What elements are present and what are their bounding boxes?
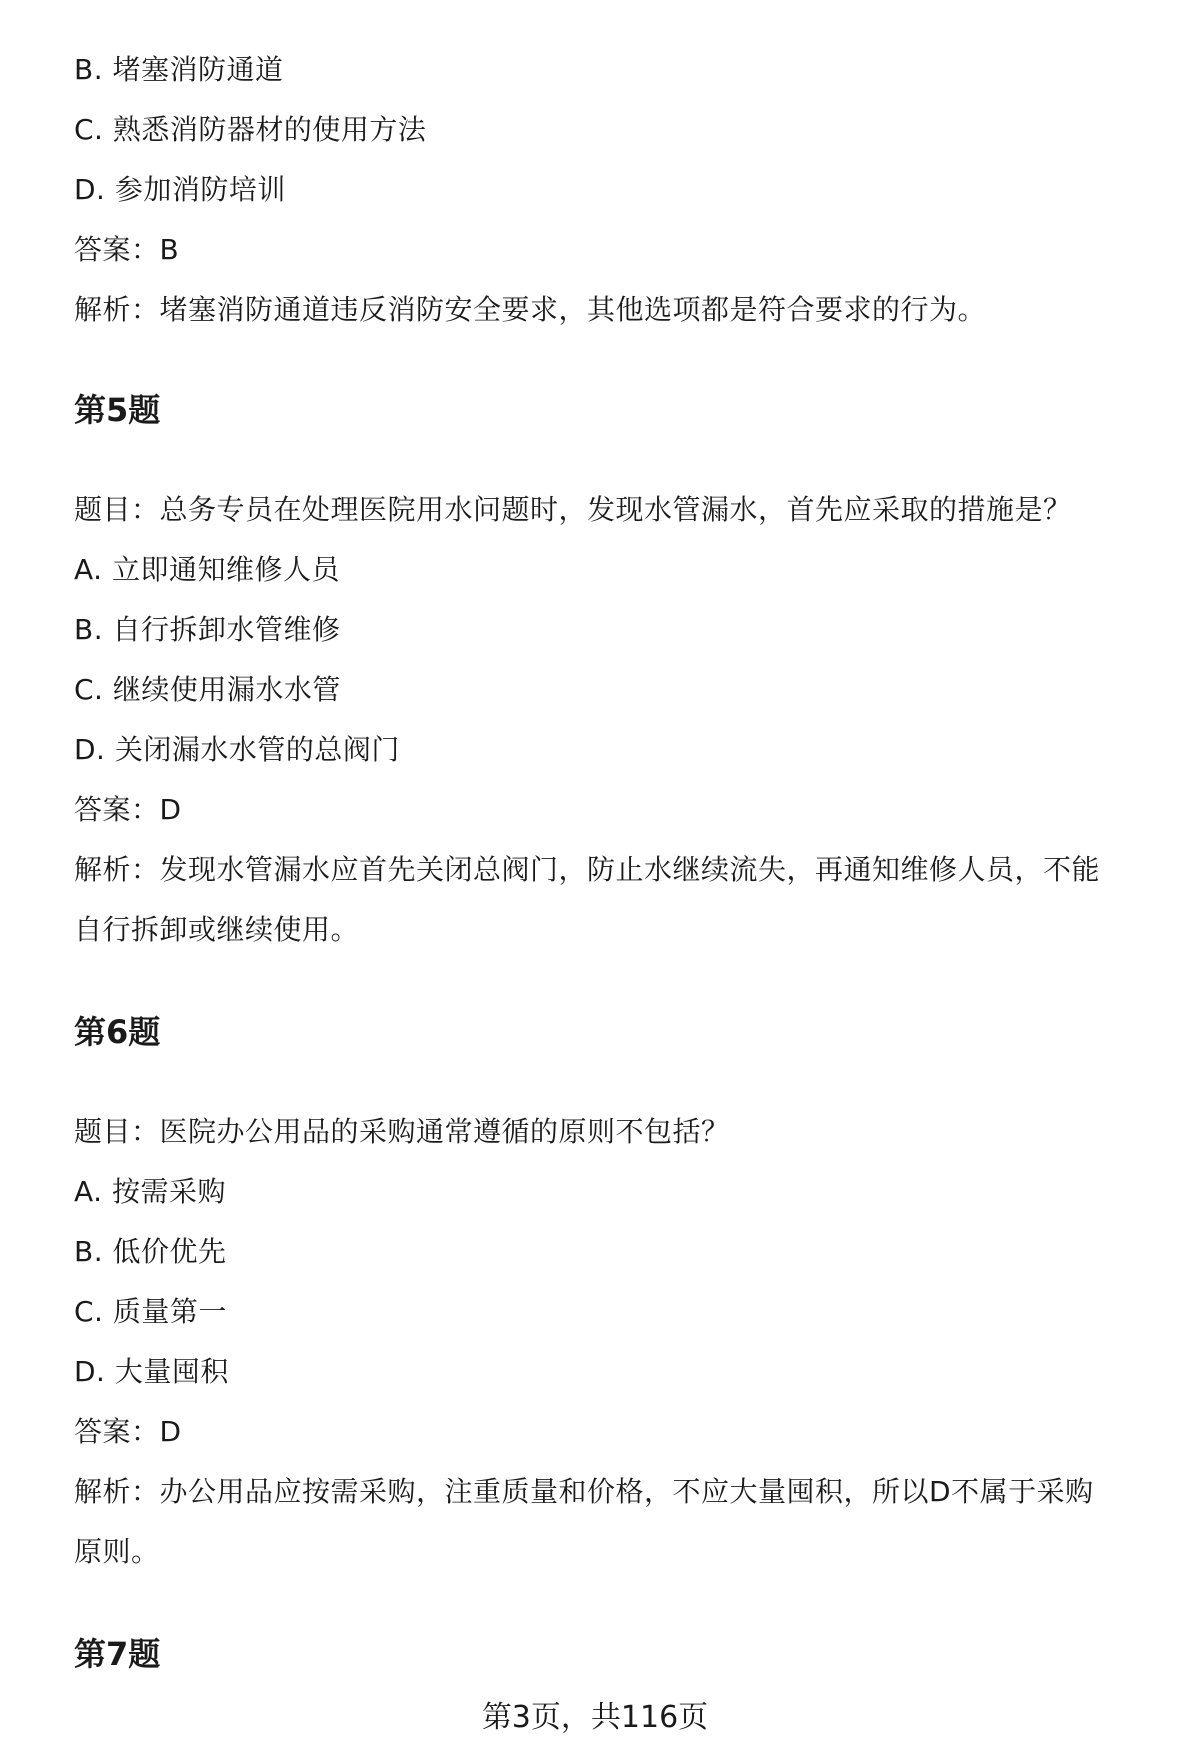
- q6-option-a: A. 按需采购: [74, 1175, 226, 1208]
- q6-answer: 答案：D: [74, 1415, 182, 1448]
- q4-option-b: B. 堵塞消防通道: [74, 53, 284, 86]
- q4-option-c: C. 熟悉消防器材的使用方法: [74, 113, 427, 146]
- q5-analysis-line2: 自行拆卸或继续使用。: [74, 913, 360, 946]
- q6-analysis-line2: 原则。: [74, 1535, 160, 1568]
- q6-heading: 第6题: [74, 1013, 161, 1051]
- q6-option-b: B. 低价优先: [74, 1235, 227, 1268]
- q6-question: 题目：医院办公用品的采购通常遵循的原则不包括？: [74, 1115, 730, 1148]
- q4-option-d: D. 参加消防培训: [74, 173, 286, 206]
- q5-analysis-line1: 解析：发现水管漏水应首先关闭总阀门，防止水继续流失，再通知维修人员，不能: [74, 853, 1101, 886]
- q5-option-c: C. 继续使用漏水水管: [74, 673, 341, 706]
- q5-option-b: B. 自行拆卸水管维修: [74, 613, 341, 646]
- q5-question: 题目：总务专员在处理医院用水问题时，发现水管漏水，首先应采取的措施是？: [74, 493, 1072, 526]
- q7-heading: 第7题: [74, 1635, 161, 1673]
- q6-analysis-line1: 解析：办公用品应按需采购，注重质量和价格，不应大量囤积，所以D不属于采购: [74, 1475, 1094, 1508]
- q5-option-d: D. 关闭漏水水管的总阀门: [74, 733, 400, 766]
- q6-option-d: D. 大量囤积: [74, 1355, 229, 1388]
- q6-option-c: C. 质量第一: [74, 1295, 227, 1328]
- q5-heading: 第5题: [74, 391, 161, 429]
- page-indicator: 第3页，共116页: [481, 1700, 709, 1735]
- q5-option-a: A. 立即通知维修人员: [74, 553, 340, 586]
- q5-answer: 答案：D: [74, 793, 182, 826]
- q4-answer: 答案：B: [74, 233, 180, 266]
- q4-analysis: 解析：堵塞消防通道违反消防安全要求，其他选项都是符合要求的行为。: [74, 293, 987, 326]
